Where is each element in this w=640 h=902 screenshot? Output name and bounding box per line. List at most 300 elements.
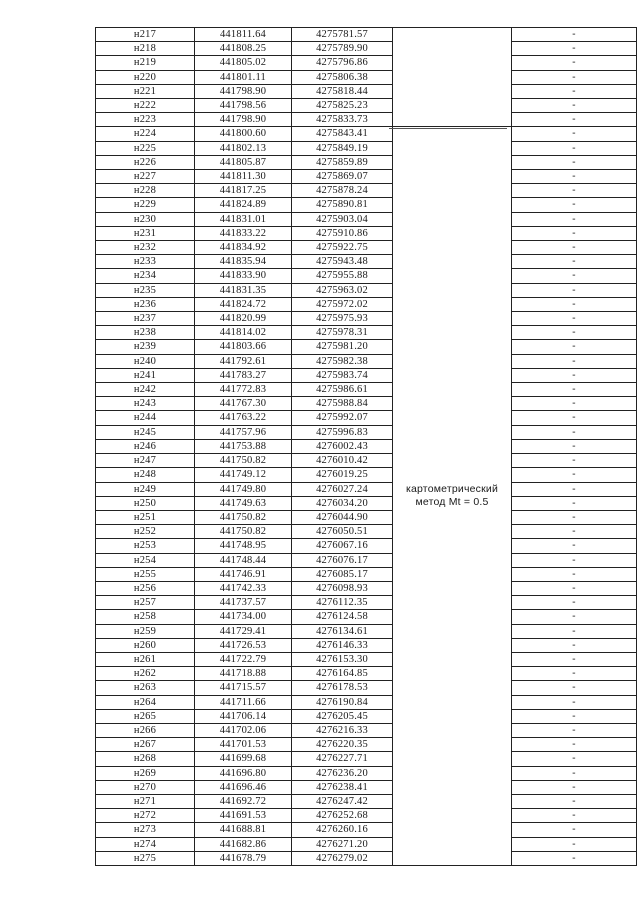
mark-cell: - [512, 496, 637, 510]
y-coordinate-cell: 4276279.02 [292, 851, 393, 865]
mark-cell: - [512, 510, 637, 524]
y-coordinate-cell: 4275781.57 [292, 28, 393, 42]
x-coordinate-cell: 441772.83 [195, 383, 292, 397]
y-coordinate-cell: 4276027.24 [292, 482, 393, 496]
x-coordinate-cell: 441678.79 [195, 851, 292, 865]
y-coordinate-cell: 4276134.61 [292, 624, 393, 638]
mark-cell: - [512, 28, 637, 42]
point-id-cell: н240 [96, 354, 195, 368]
point-id-cell: н247 [96, 454, 195, 468]
x-coordinate-cell: 441802.13 [195, 141, 292, 155]
method-cell-top-empty [393, 28, 512, 127]
y-coordinate-cell: 4276205.45 [292, 709, 393, 723]
mark-cell: - [512, 198, 637, 212]
y-coordinate-cell: 4276252.68 [292, 809, 393, 823]
y-coordinate-cell: 4275982.38 [292, 354, 393, 368]
y-coordinate-cell: 4276050.51 [292, 525, 393, 539]
point-id-cell: н225 [96, 141, 195, 155]
x-coordinate-cell: 441750.82 [195, 454, 292, 468]
table-row [96, 780, 637, 794]
table-row [96, 709, 637, 723]
table-row [96, 383, 637, 397]
point-id-cell: н267 [96, 738, 195, 752]
point-id-cell: н218 [96, 42, 195, 56]
mark-cell: - [512, 780, 637, 794]
point-id-cell: н237 [96, 312, 195, 326]
mark-cell: - [512, 42, 637, 56]
method-column-divider [389, 128, 507, 129]
y-coordinate-cell: 4276085.17 [292, 567, 393, 581]
mark-cell: - [512, 596, 637, 610]
x-coordinate-cell: 441798.90 [195, 113, 292, 127]
x-coordinate-cell: 441798.56 [195, 99, 292, 113]
point-id-cell: н220 [96, 70, 195, 84]
mark-cell: - [512, 397, 637, 411]
x-coordinate-cell: 441753.88 [195, 439, 292, 453]
mark-cell: - [512, 56, 637, 70]
table-row [96, 766, 637, 780]
x-coordinate-cell: 441798.90 [195, 84, 292, 98]
table-row [96, 283, 637, 297]
y-coordinate-cell: 4276019.25 [292, 468, 393, 482]
mark-cell: - [512, 681, 637, 695]
mark-cell: - [512, 652, 637, 666]
x-coordinate-cell: 441757.96 [195, 425, 292, 439]
y-coordinate-cell: 4276002.43 [292, 439, 393, 453]
x-coordinate-cell: 441792.61 [195, 354, 292, 368]
table-row [96, 652, 637, 666]
x-coordinate-cell: 441803.66 [195, 340, 292, 354]
point-id-cell: н246 [96, 439, 195, 453]
y-coordinate-cell: 4275943.48 [292, 255, 393, 269]
mark-cell: - [512, 141, 637, 155]
point-id-cell: н222 [96, 99, 195, 113]
mark-cell: - [512, 411, 637, 425]
table-row [96, 28, 637, 42]
point-id-cell: н223 [96, 113, 195, 127]
table-row [96, 340, 637, 354]
y-coordinate-cell: 4276124.58 [292, 610, 393, 624]
y-coordinate-cell: 4276260.16 [292, 823, 393, 837]
coordinates-table-body [96, 28, 637, 866]
mark-cell: - [512, 127, 637, 141]
y-coordinate-cell: 4275903.04 [292, 212, 393, 226]
mark-cell: - [512, 851, 637, 865]
table-row [96, 624, 637, 638]
y-coordinate-cell: 4275825.23 [292, 99, 393, 113]
mark-cell: - [512, 84, 637, 98]
y-coordinate-cell: 4275806.38 [292, 70, 393, 84]
method-label-line-2: метод Mt = 0.5 [415, 496, 489, 509]
mark-cell: - [512, 326, 637, 340]
mark-cell: - [512, 283, 637, 297]
x-coordinate-cell: 441834.92 [195, 241, 292, 255]
mark-cell: - [512, 184, 637, 198]
x-coordinate-cell: 441746.91 [195, 567, 292, 581]
y-coordinate-cell: 4276146.33 [292, 638, 393, 652]
table-row [96, 184, 637, 198]
x-coordinate-cell: 441682.86 [195, 837, 292, 851]
table-row [96, 226, 637, 240]
table-row [96, 738, 637, 752]
mark-cell: - [512, 383, 637, 397]
y-coordinate-cell: 4275922.75 [292, 241, 393, 255]
point-id-cell: н259 [96, 624, 195, 638]
table-row [96, 752, 637, 766]
table-row [96, 567, 637, 581]
y-coordinate-cell: 4275910.86 [292, 226, 393, 240]
table-row [96, 42, 637, 56]
table-row [96, 794, 637, 808]
x-coordinate-cell: 441750.82 [195, 525, 292, 539]
x-coordinate-cell: 441833.90 [195, 269, 292, 283]
table-row [96, 170, 637, 184]
x-coordinate-cell: 441702.06 [195, 723, 292, 737]
table-row [96, 56, 637, 70]
x-coordinate-cell: 441748.44 [195, 553, 292, 567]
table-row [96, 837, 637, 851]
y-coordinate-cell: 4276178.53 [292, 681, 393, 695]
x-coordinate-cell: 441805.02 [195, 56, 292, 70]
y-coordinate-cell: 4275975.93 [292, 312, 393, 326]
y-coordinate-cell: 4276098.93 [292, 581, 393, 595]
table-row [96, 482, 637, 496]
y-coordinate-cell: 4276044.90 [292, 510, 393, 524]
y-coordinate-cell: 4276164.85 [292, 667, 393, 681]
point-id-cell: н262 [96, 667, 195, 681]
table-row [96, 610, 637, 624]
x-coordinate-cell: 441811.64 [195, 28, 292, 42]
mark-cell: - [512, 297, 637, 311]
x-coordinate-cell: 441831.01 [195, 212, 292, 226]
table-row [96, 198, 637, 212]
mark-cell: - [512, 581, 637, 595]
point-id-cell: н241 [96, 368, 195, 382]
mark-cell: - [512, 425, 637, 439]
x-coordinate-cell: 441805.87 [195, 155, 292, 169]
y-coordinate-cell: 4276153.30 [292, 652, 393, 666]
table-row [96, 212, 637, 226]
table-row [96, 823, 637, 837]
point-id-cell: н242 [96, 383, 195, 397]
y-coordinate-cell: 4276112.35 [292, 596, 393, 610]
point-id-cell: н253 [96, 539, 195, 553]
table-row [96, 297, 637, 311]
table-row [96, 695, 637, 709]
x-coordinate-cell: 441742.33 [195, 581, 292, 595]
y-coordinate-cell: 4276076.17 [292, 553, 393, 567]
y-coordinate-cell: 4275878.24 [292, 184, 393, 198]
x-coordinate-cell: 441814.02 [195, 326, 292, 340]
mark-cell: - [512, 255, 637, 269]
table-row [96, 99, 637, 113]
y-coordinate-cell: 4275789.90 [292, 42, 393, 56]
point-id-cell: н265 [96, 709, 195, 723]
point-id-cell: н243 [96, 397, 195, 411]
mark-cell: - [512, 738, 637, 752]
table-row [96, 439, 637, 453]
point-id-cell: н233 [96, 255, 195, 269]
y-coordinate-cell: 4276190.84 [292, 695, 393, 709]
y-coordinate-cell: 4275843.41 [292, 127, 393, 141]
point-id-cell: н257 [96, 596, 195, 610]
point-id-cell: н271 [96, 794, 195, 808]
y-coordinate-cell: 4276236.20 [292, 766, 393, 780]
x-coordinate-cell: 441749.80 [195, 482, 292, 496]
point-id-cell: н227 [96, 170, 195, 184]
point-id-cell: н263 [96, 681, 195, 695]
y-coordinate-cell: 4275963.02 [292, 283, 393, 297]
x-coordinate-cell: 441726.53 [195, 638, 292, 652]
y-coordinate-cell: 4276216.33 [292, 723, 393, 737]
y-coordinate-cell: 4275996.83 [292, 425, 393, 439]
x-coordinate-cell: 441699.68 [195, 752, 292, 766]
x-coordinate-cell: 441692.72 [195, 794, 292, 808]
mark-cell: - [512, 212, 637, 226]
mark-cell: - [512, 823, 637, 837]
table-row [96, 312, 637, 326]
point-id-cell: н235 [96, 283, 195, 297]
x-coordinate-cell: 441801.11 [195, 70, 292, 84]
mark-cell: - [512, 539, 637, 553]
x-coordinate-cell: 441767.30 [195, 397, 292, 411]
table-row [96, 269, 637, 283]
table-row [96, 681, 637, 695]
table-row [96, 596, 637, 610]
point-id-cell: н274 [96, 837, 195, 851]
mark-cell: - [512, 70, 637, 84]
table-row [96, 539, 637, 553]
mark-cell: - [512, 553, 637, 567]
y-coordinate-cell: 4276220.35 [292, 738, 393, 752]
point-id-cell: н248 [96, 468, 195, 482]
mark-cell: - [512, 610, 637, 624]
x-coordinate-cell: 441763.22 [195, 411, 292, 425]
table-row [96, 127, 637, 141]
point-id-cell: н264 [96, 695, 195, 709]
point-id-cell: н217 [96, 28, 195, 42]
coordinates-table [95, 27, 637, 866]
point-id-cell: н269 [96, 766, 195, 780]
table-row [96, 70, 637, 84]
x-coordinate-cell: 441800.60 [195, 127, 292, 141]
x-coordinate-cell: 441833.22 [195, 226, 292, 240]
mark-cell: - [512, 226, 637, 240]
y-coordinate-cell: 4275859.89 [292, 155, 393, 169]
y-coordinate-cell: 4275992.07 [292, 411, 393, 425]
table-row [96, 468, 637, 482]
y-coordinate-cell: 4276034.20 [292, 496, 393, 510]
y-coordinate-cell: 4276271.20 [292, 837, 393, 851]
x-coordinate-cell: 441734.00 [195, 610, 292, 624]
table-row [96, 84, 637, 98]
point-id-cell: н234 [96, 269, 195, 283]
x-coordinate-cell: 441722.79 [195, 652, 292, 666]
y-coordinate-cell: 4275978.31 [292, 326, 393, 340]
table-row [96, 368, 637, 382]
table-row [96, 241, 637, 255]
x-coordinate-cell: 441824.89 [195, 198, 292, 212]
table-row [96, 354, 637, 368]
point-id-cell: н258 [96, 610, 195, 624]
x-coordinate-cell: 441706.14 [195, 709, 292, 723]
x-coordinate-cell: 441820.99 [195, 312, 292, 326]
method-label-line-1: картометрический [405, 483, 499, 495]
point-id-cell: н272 [96, 809, 195, 823]
table-row [96, 581, 637, 595]
y-coordinate-cell: 4276247.42 [292, 794, 393, 808]
y-coordinate-cell: 4275833.73 [292, 113, 393, 127]
x-coordinate-cell: 441701.53 [195, 738, 292, 752]
table-row [96, 141, 637, 155]
mark-cell: - [512, 99, 637, 113]
point-id-cell: н229 [96, 198, 195, 212]
y-coordinate-cell: 4275849.19 [292, 141, 393, 155]
mark-cell: - [512, 809, 637, 823]
x-coordinate-cell: 441696.80 [195, 766, 292, 780]
mark-cell: - [512, 468, 637, 482]
y-coordinate-cell: 4275972.02 [292, 297, 393, 311]
table-row [96, 723, 637, 737]
y-coordinate-cell: 4275955.88 [292, 269, 393, 283]
mark-cell: - [512, 766, 637, 780]
table-row [96, 255, 637, 269]
table-row [96, 454, 637, 468]
point-id-cell: н261 [96, 652, 195, 666]
table-row [96, 496, 637, 510]
mark-cell: - [512, 525, 637, 539]
mark-cell: - [512, 695, 637, 709]
x-coordinate-cell: 441691.53 [195, 809, 292, 823]
y-coordinate-cell: 4275818.44 [292, 84, 393, 98]
point-id-cell: н251 [96, 510, 195, 524]
method-cell [393, 127, 512, 866]
y-coordinate-cell: 4276238.41 [292, 780, 393, 794]
point-id-cell: н250 [96, 496, 195, 510]
y-coordinate-cell: 4275981.20 [292, 340, 393, 354]
y-coordinate-cell: 4275988.84 [292, 397, 393, 411]
y-coordinate-cell: 4275983.74 [292, 368, 393, 382]
x-coordinate-cell: 441696.46 [195, 780, 292, 794]
point-id-cell: н230 [96, 212, 195, 226]
mark-cell: - [512, 269, 637, 283]
table-row [96, 397, 637, 411]
mark-cell: - [512, 567, 637, 581]
x-coordinate-cell: 441811.30 [195, 170, 292, 184]
mark-cell: - [512, 723, 637, 737]
point-id-cell: н244 [96, 411, 195, 425]
point-id-cell: н266 [96, 723, 195, 737]
y-coordinate-cell: 4275986.61 [292, 383, 393, 397]
mark-cell: - [512, 794, 637, 808]
point-id-cell: н270 [96, 780, 195, 794]
table-row [96, 411, 637, 425]
point-id-cell: н268 [96, 752, 195, 766]
mark-cell: - [512, 454, 637, 468]
point-id-cell: н260 [96, 638, 195, 652]
mark-cell: - [512, 439, 637, 453]
x-coordinate-cell: 441748.95 [195, 539, 292, 553]
point-id-cell: н252 [96, 525, 195, 539]
mark-cell: - [512, 170, 637, 184]
x-coordinate-cell: 441737.57 [195, 596, 292, 610]
point-id-cell: н231 [96, 226, 195, 240]
mark-cell: - [512, 482, 637, 496]
y-coordinate-cell: 4276067.16 [292, 539, 393, 553]
y-coordinate-cell: 4276227.71 [292, 752, 393, 766]
table-row [96, 425, 637, 439]
table-row [96, 525, 637, 539]
point-id-cell: н255 [96, 567, 195, 581]
mark-cell: - [512, 709, 637, 723]
point-id-cell: н238 [96, 326, 195, 340]
table-row [96, 667, 637, 681]
table-row [96, 851, 637, 865]
x-coordinate-cell: 441711.66 [195, 695, 292, 709]
x-coordinate-cell: 441835.94 [195, 255, 292, 269]
x-coordinate-cell: 441831.35 [195, 283, 292, 297]
mark-cell: - [512, 624, 637, 638]
point-id-cell: н224 [96, 127, 195, 141]
point-id-cell: н221 [96, 84, 195, 98]
x-coordinate-cell: 441729.41 [195, 624, 292, 638]
x-coordinate-cell: 441715.57 [195, 681, 292, 695]
point-id-cell: н273 [96, 823, 195, 837]
point-id-cell: н249 [96, 482, 195, 496]
mark-cell: - [512, 241, 637, 255]
mark-cell: - [512, 113, 637, 127]
table-row [96, 809, 637, 823]
x-coordinate-cell: 441718.88 [195, 667, 292, 681]
x-coordinate-cell: 441817.25 [195, 184, 292, 198]
x-coordinate-cell: 441750.82 [195, 510, 292, 524]
point-id-cell: н219 [96, 56, 195, 70]
table-row [96, 155, 637, 169]
y-coordinate-cell: 4276010.42 [292, 454, 393, 468]
table-row [96, 113, 637, 127]
x-coordinate-cell: 441824.72 [195, 297, 292, 311]
point-id-cell: н239 [96, 340, 195, 354]
table-row [96, 326, 637, 340]
mark-cell: - [512, 340, 637, 354]
table-row [96, 553, 637, 567]
mark-cell: - [512, 312, 637, 326]
x-coordinate-cell: 441808.25 [195, 42, 292, 56]
mark-cell: - [512, 354, 637, 368]
x-coordinate-cell: 441749.63 [195, 496, 292, 510]
x-coordinate-cell: 441688.81 [195, 823, 292, 837]
point-id-cell: н226 [96, 155, 195, 169]
point-id-cell: н275 [96, 851, 195, 865]
mark-cell: - [512, 155, 637, 169]
y-coordinate-cell: 4275796.86 [292, 56, 393, 70]
mark-cell: - [512, 638, 637, 652]
mark-cell: - [512, 837, 637, 851]
mark-cell: - [512, 368, 637, 382]
point-id-cell: н256 [96, 581, 195, 595]
y-coordinate-cell: 4275869.07 [292, 170, 393, 184]
point-id-cell: н228 [96, 184, 195, 198]
point-id-cell: н254 [96, 553, 195, 567]
x-coordinate-cell: 441749.12 [195, 468, 292, 482]
mark-cell: - [512, 752, 637, 766]
mark-cell: - [512, 667, 637, 681]
x-coordinate-cell: 441783.27 [195, 368, 292, 382]
table-row [96, 510, 637, 524]
table-row [96, 638, 637, 652]
point-id-cell: н232 [96, 241, 195, 255]
y-coordinate-cell: 4275890.81 [292, 198, 393, 212]
